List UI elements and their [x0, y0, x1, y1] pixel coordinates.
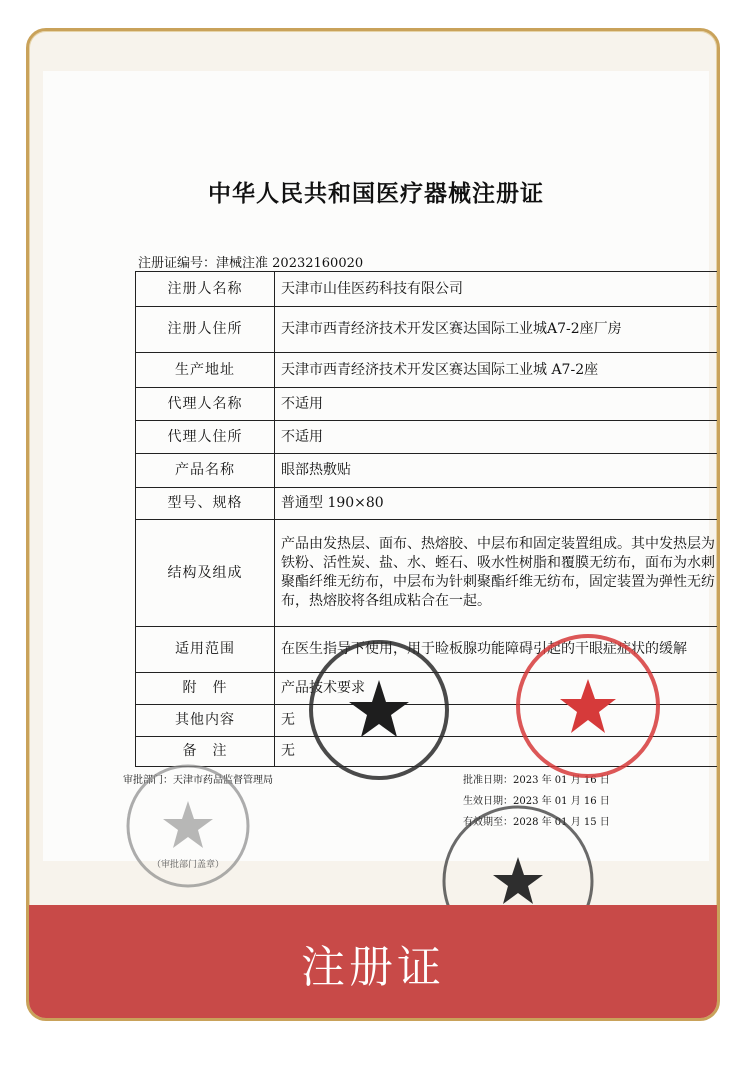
approval-authority: 审批部门：天津市药品监督管理局 [123, 775, 273, 786]
table-row [136, 488, 721, 520]
authority-seal-graphic [123, 761, 253, 891]
yunnan-seal [513, 631, 663, 781]
table-row [136, 388, 721, 421]
row-label: 注册人名称 [136, 272, 275, 307]
yunnan-seal-graphic [513, 631, 663, 781]
approval-date: 批准日期：2023 年 01 月 16 日 [463, 775, 610, 786]
authority-seal-sub: （审批部门盖章） [151, 860, 224, 870]
document-title: 中华人民共和国医疗器械注册证 [208, 181, 544, 207]
row-value: 天津市西青经济技术开发区赛达国际工业城A7-2座厂房 [275, 307, 721, 353]
row-value: 天津市西青经济技术开发区赛达国际工业城 A7-2座 [275, 353, 721, 388]
row-value: 产品技术要求 [275, 673, 721, 705]
row-value: 天津市山佳医药科技有限公司 [275, 272, 721, 307]
row-value: 不适用 [275, 388, 721, 421]
row-value: 无 [275, 737, 721, 767]
registration-value: 津械注准 20232160020 [216, 256, 364, 271]
row-value: 在医生指导下使用，用于睑板腺功能障碍引起的干眼症症状的缓解 [275, 627, 721, 673]
row-value: 普通型 190×80 [275, 488, 721, 520]
certificate-document [43, 71, 715, 870]
zhende-seal [305, 636, 453, 784]
authority-seal [123, 761, 253, 891]
registration-label: 注册证编号： [138, 256, 217, 271]
row-label: 备 注 [136, 737, 275, 767]
table-row [136, 353, 721, 388]
row-label: 注册人住所 [136, 307, 275, 353]
table-row [136, 307, 721, 353]
row-label: 代理人住所 [136, 421, 275, 454]
table-row [136, 272, 721, 307]
registration-number [138, 252, 363, 271]
row-label: 其他内容 [136, 705, 275, 737]
row-value: 眼部热敷贴 [275, 454, 721, 488]
row-label: 产品名称 [136, 454, 275, 488]
certificate-frame [26, 28, 720, 1021]
certificate-banner [29, 905, 717, 1021]
row-value: 产品由发热层、面布、热熔胶、中层布和固定装置组成。其中发热层为铁粉、活性炭、盐、水、蛭石、吸水性树脂和覆膜无纺布，面布为水刺聚酯纤维无纺布，中层布为针刺聚酯纤维无纺布，固定装置为弹性无纺布，热熔胶将各组成粘合在一起。 [275, 520, 721, 627]
row-label: 生产地址 [136, 353, 275, 388]
table-row [136, 454, 721, 488]
table-row [136, 520, 721, 627]
row-label: 附 件 [136, 673, 275, 705]
row-value: 无 [275, 705, 721, 737]
row-label: 结构及组成 [136, 520, 275, 627]
expiry-date: 有效期至：2028 年 01 月 15 日 [463, 817, 610, 828]
table-row [136, 421, 721, 454]
row-value: 不适用 [275, 421, 721, 454]
effective-date: 生效日期：2023 年 01 月 16 日 [463, 796, 610, 807]
banner-text: 注册证 [301, 942, 445, 993]
row-label: 代理人名称 [136, 388, 275, 421]
row-label: 适用范围 [136, 627, 275, 673]
row-label: 型号、规格 [136, 488, 275, 520]
zhende-seal-graphic [305, 636, 453, 784]
